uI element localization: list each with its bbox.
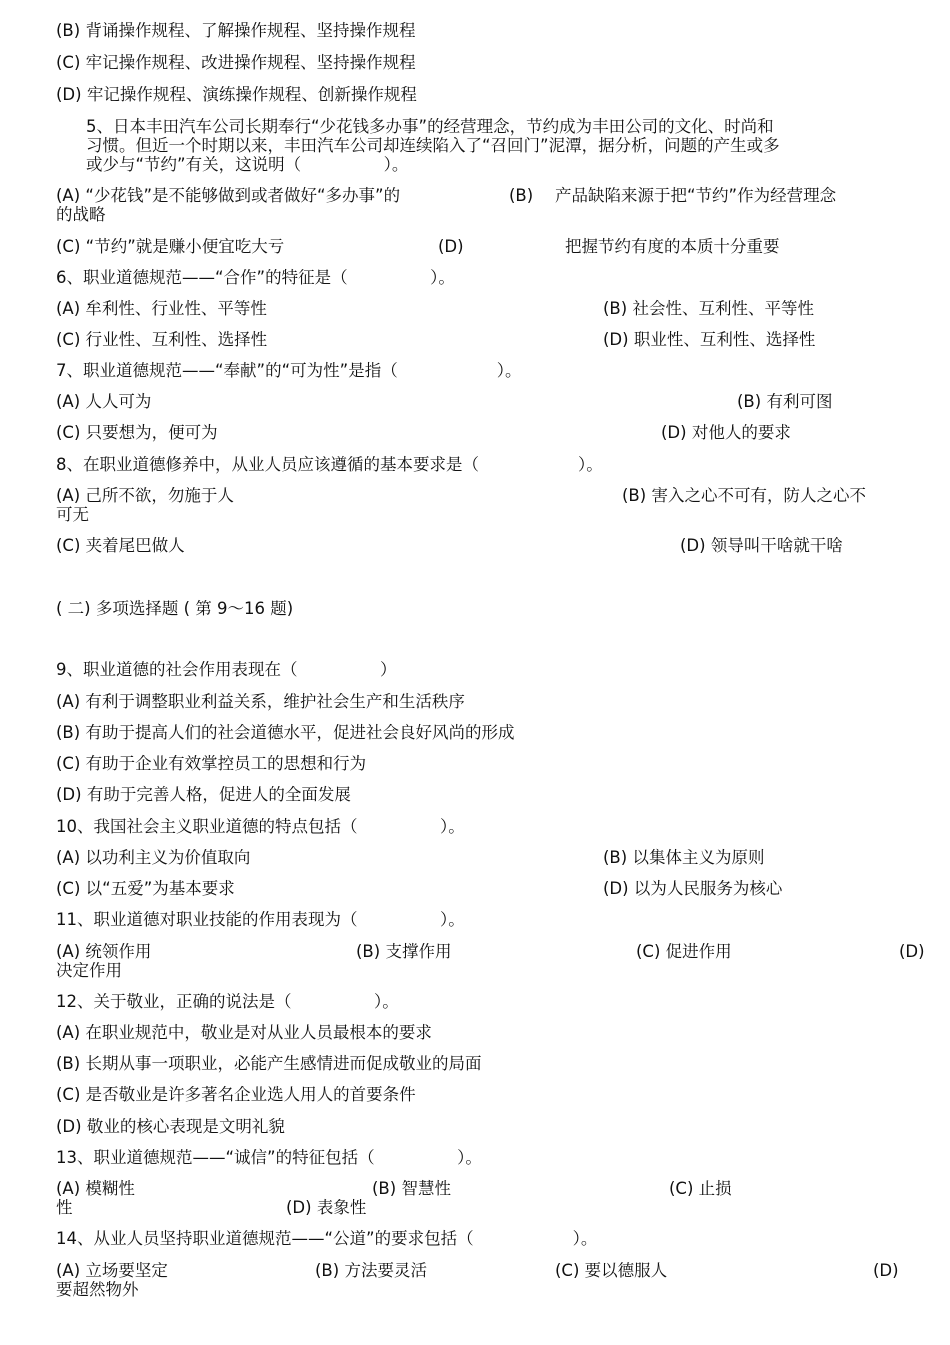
q11-option-d-letter: (D)	[899, 942, 925, 961]
q7-option-b: (B) 有利可图	[737, 392, 833, 411]
q8-option-b: (B) 害入之心不可有，防人之心不	[622, 486, 866, 505]
q10-stem: 10、我国社会主义职业道德的特点包括（ ）。	[56, 817, 465, 836]
q12-option-a: (A) 在职业规范中，敬业是对从业人员最根本的要求	[56, 1023, 432, 1042]
q11-option-d-text: 决定作用	[56, 961, 122, 980]
q13-option-b: (B) 智慧性	[372, 1179, 451, 1198]
q10-option-a: (A) 以功利主义为价值取向	[56, 848, 251, 867]
q8-option-d: (D) 领导叫干啥就干啥	[680, 536, 843, 555]
q5-option-a-cont: 的战略	[56, 205, 106, 224]
q13-stem: 13、职业道德规范——“诚信”的特征包括（ ）。	[56, 1148, 482, 1167]
q5-option-b-text: 产品缺陷来源于把“节约”作为经营理念	[555, 186, 837, 205]
q12-option-c: (C) 是否敬业是许多著名企业选人用人的首要条件	[56, 1085, 416, 1104]
q11-option-a: (A) 统领作用	[56, 942, 152, 961]
q9-option-a: (A) 有利于调整职业利益关系，维护社会生产和生活秩序	[56, 692, 465, 711]
q6-option-a: (A) 牟利性、行业性、平等性	[56, 299, 267, 318]
q14-stem: 14、从业人员坚持职业道德规范——“公道”的要求包括（ ）。	[56, 1229, 598, 1248]
q6-option-d: (D) 职业性、互利性、选择性	[603, 330, 816, 349]
section-heading-multiple-choice: ( 二) 多项选择题 ( 第 9～16 题)	[56, 599, 294, 618]
q5-option-c: (C) “节约”就是赚小便宜吃大亏	[56, 237, 285, 256]
q5-option-d-text: 把握节约有度的本质十分重要	[565, 237, 780, 256]
q10-option-b: (B) 以集体主义为原则	[603, 848, 765, 867]
q14-option-c: (C) 要以德服人	[555, 1261, 668, 1280]
q5-option-a: (A) “少花钱”是不能够做到或者做好“多办事”的	[56, 186, 401, 205]
q13-option-c-cont: 性	[56, 1198, 73, 1217]
q9-option-c: (C) 有助于企业有效掌控员工的思想和行为	[56, 754, 367, 773]
q11-option-b: (B) 支撑作用	[356, 942, 452, 961]
q13-option-d: (D) 表象性	[286, 1198, 367, 1217]
q12-stem: 12、关于敬业，正确的说法是（ ）。	[56, 992, 399, 1011]
q8-stem: 8、在职业道德修养中，从业人员应该遵循的基本要求是（ ）。	[56, 455, 603, 474]
q6-option-c: (C) 行业性、互利性、选择性	[56, 330, 268, 349]
q9-option-d: (D) 有助于完善人格，促进人的全面发展	[56, 785, 351, 804]
q5-option-b-letter: (B)	[509, 186, 534, 205]
q7-option-c: (C) 只要想为，便可为	[56, 423, 218, 442]
q12-option-b: (B) 长期从事一项职业，必能产生感情进而促成敬业的局面	[56, 1054, 482, 1073]
q10-option-c: (C) 以“五爱”为基本要求	[56, 879, 235, 898]
q6-option-b: (B) 社会性、互利性、平等性	[603, 299, 814, 318]
q14-option-d-letter: (D)	[873, 1261, 899, 1280]
q5-stem-line2: 习惯。但近一个时期以来，丰田汽车公司却连续陷入了“召回门”泥潭，据分析，问题的产生或多	[86, 136, 780, 155]
q4-option-d: (D) 牢记操作规程、演练操作规程、创新操作规程	[56, 85, 417, 104]
q5-stem-line1: 5、日本丰田汽车公司长期奉行“少花钱多办事”的经营理念，节约成为丰田公司的文化、时尚和	[86, 117, 774, 136]
q7-option-a: (A) 人人可为	[56, 392, 152, 411]
q14-option-a: (A) 立场要坚定	[56, 1261, 168, 1280]
q10-option-d: (D) 以为人民服务为核心	[603, 879, 783, 898]
q5-stem-line3: 或少与“节约”有关，这说明（ ）。	[86, 155, 409, 174]
q9-stem: 9、职业道德的社会作用表现在（ ）	[56, 660, 397, 679]
q11-option-c: (C) 促进作用	[636, 942, 732, 961]
q8-option-b-cont: 可无	[56, 505, 89, 524]
q13-option-c: (C) 止损	[669, 1179, 732, 1198]
q13-option-a: (A) 模糊性	[56, 1179, 135, 1198]
q5-option-d-letter: (D)	[438, 237, 464, 256]
q14-option-b: (B) 方法要灵活	[315, 1261, 427, 1280]
q12-option-d: (D) 敬业的核心表现是文明礼貌	[56, 1117, 285, 1136]
q7-stem: 7、职业道德规范——“奉献”的“可为性”是指（ ）。	[56, 361, 522, 380]
q8-option-c: (C) 夹着尾巴做人	[56, 536, 185, 555]
q4-option-c: (C) 牢记操作规程、改进操作规程、坚持操作规程	[56, 53, 416, 72]
q7-option-d: (D) 对他人的要求	[661, 423, 791, 442]
q14-option-d-text: 要超然物外	[56, 1280, 139, 1299]
q8-option-a: (A) 己所不欲，勿施于人	[56, 486, 234, 505]
q9-option-b: (B) 有助于提高人们的社会道德水平，促进社会良好风尚的形成	[56, 723, 515, 742]
q4-option-b: (B) 背诵操作规程、了解操作规程、坚持操作规程	[56, 21, 416, 40]
q11-stem: 11、职业道德对职业技能的作用表现为（ ）。	[56, 910, 465, 929]
q6-stem: 6、职业道德规范——“合作”的特征是（ ）。	[56, 268, 455, 287]
